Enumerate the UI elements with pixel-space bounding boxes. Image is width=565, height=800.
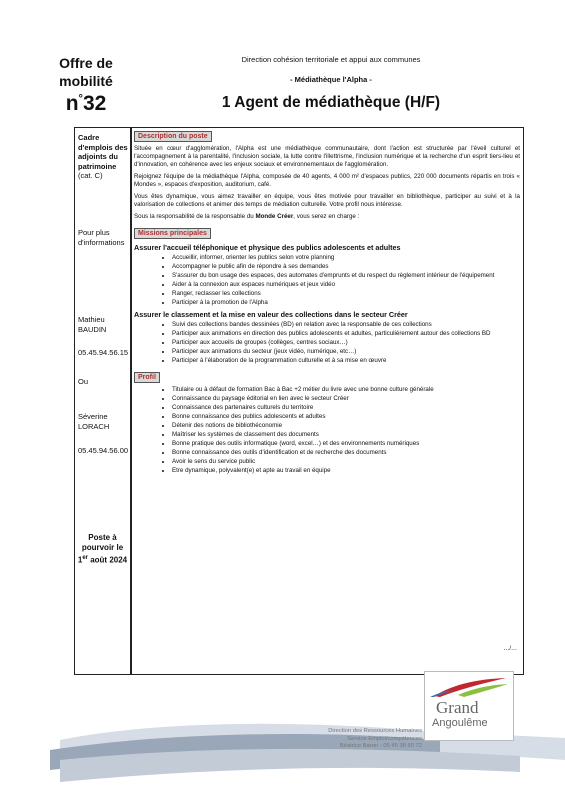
list-item: • Etre dynamique, polyvalent(e) et apte au travail en équipe	[172, 467, 520, 475]
contact1-phone: 05.45.94.56.15	[78, 348, 129, 357]
cadre-line3: adjoints du	[78, 152, 118, 161]
offer-title-line1: Offre de	[59, 55, 113, 71]
offer-number-prefix: n	[65, 92, 79, 115]
description-p4-post: , vous serez en charge :	[293, 213, 360, 220]
profil-list	[134, 386, 520, 475]
list-item: • Accompagner le public afin de répondre à ses demandes	[172, 263, 520, 271]
missions-list2	[134, 321, 520, 365]
post-day: 1	[77, 555, 83, 565]
list-item: • Suivi des collections bandes dessinées (BD) en relation avec la responsable de ces collections	[172, 321, 520, 329]
hr-line3: Béatrice Baron - 05 45 38 60 72	[339, 743, 422, 750]
cadre-line4: patrimoine	[78, 161, 117, 171]
offer-title-line2: mobilité	[59, 73, 113, 89]
list-item: • S'assurer du bon usage des espaces, des automates d'emprunts et du respect du règlement intérieur de l'équipement	[172, 272, 520, 280]
post-line1: Poste à	[88, 533, 117, 542]
logo-grand-text: Grand	[436, 698, 479, 717]
info-line2: d'informations	[78, 237, 125, 247]
list-item: • Participer aux animations du secteur (jeux vidéo, numérique, etc…)	[172, 348, 520, 356]
hr-line1: Direction des Ressources Humaines	[328, 728, 422, 734]
job-details	[134, 128, 520, 479]
logo-swoosh-icon	[428, 676, 510, 698]
or-label: Ou	[78, 377, 89, 386]
contact2-phone: 05.45.94.56.00	[78, 446, 129, 455]
missions-sub2: Assurer le classement et la mise en valeur des collections dans le secteur Créer	[134, 310, 408, 319]
missions-heading: Missions principales	[134, 228, 211, 239]
hr-contact	[282, 728, 422, 751]
list-item: • Participer à l'élaboration de la programmation culturelle et à sa mise en œuvre	[172, 357, 520, 365]
list-item: • Participer à la promotion de l'Alpha	[172, 299, 520, 307]
contact2-last: LORACH	[78, 421, 110, 431]
offer-number	[40, 92, 132, 116]
left-column-frame	[74, 127, 131, 675]
contact1-last: BAUDIN	[78, 324, 107, 334]
description-p1: Située en cœur d'agglomération, l'Alpha est une médiathèque communautaire, dont l'action est structurée par l'éveil culturel et l'accompagnement à la parentalité, l'inclusion sociale, la lutte contre l'illettrisme, l'inclusion numérique et la recherche d'un esprit tiers-lieu et d'innovation, en cohérence avec les enjeux sociaux et environnementaux de l'agglomération.	[134, 145, 520, 168]
cadre-emplois	[78, 133, 128, 181]
list-item: • Ranger, reclasser les collections	[172, 290, 520, 298]
info-label	[78, 228, 124, 247]
list-item: • Maîtriser les systèmes de classement des documents	[172, 431, 520, 439]
offer-title	[40, 54, 132, 90]
contact2-first: Séverine	[78, 412, 108, 421]
hr-line2: Service Emploi/compétences	[347, 735, 422, 742]
missions-sub1: Assurer l'accueil téléphonique et physique des publics adolescents et adultes	[134, 243, 401, 252]
contact1	[78, 315, 106, 334]
post-line3	[74, 553, 131, 566]
list-item: • Connaissance des partenaires culturels du territoire	[172, 404, 520, 412]
description-heading: Description du poste	[134, 131, 212, 142]
cadre-line5: (cat. C)	[78, 171, 103, 180]
cadre-line2: d'emplois des	[78, 142, 128, 152]
contact2	[78, 412, 109, 431]
offer-number-degree: °	[78, 93, 83, 105]
cadre-line1: Cadre	[78, 133, 100, 142]
info-line1: Pour plus	[78, 228, 110, 237]
list-item: • Avoir le sens du service public	[172, 458, 520, 466]
description-p2: Rejoignez l'équipe de la médiathèque l'Alpha, composée de 40 agents, 4 000 m² d'espaces publics, 220 000 documents répartis en trois « Mondes », espaces d'exposition, auditorium, café.	[134, 173, 520, 188]
list-item: • Bonne connaissance des publics adolescents et adultes	[172, 413, 520, 421]
description-p4-bold: Monde Créer	[255, 213, 294, 220]
offer-number-value: 32	[82, 92, 107, 115]
list-item: • Participer aux animations en direction des publics adolescents et adultes, particulièrement autour des collections BD	[172, 330, 520, 338]
profil-heading: Profil	[134, 372, 160, 383]
list-item: • Accueillir, informer, orienter les publics selon votre planning	[172, 254, 520, 262]
description-p4-pre: Sous la responsabilité de la responsable du	[134, 213, 256, 220]
logo-angouleme-text: Angoulême	[432, 717, 488, 729]
post-date-rest: août 2024	[87, 555, 128, 565]
direction-name: Direction cohésion territoriale et appui aux communes	[241, 55, 421, 64]
description-p4	[134, 213, 520, 221]
list-item: • Titulaire ou à défaut de formation Bac à Bac +2 métier du livre avec une bonne culture générale	[172, 386, 520, 394]
list-item: • Bonne pratique des outils informatique (word, excel…) et des environnements numériques	[172, 440, 520, 448]
missions-list1	[134, 254, 520, 307]
contact1-first: Mathieu	[78, 315, 105, 324]
list-item: • Bonne connaissance des outils d'identification et de recherche des documents	[172, 449, 520, 457]
venue-name: - Médiathèque l'Alpha -	[290, 75, 372, 84]
post-day-sup: er	[82, 555, 88, 561]
list-item: • Connaissance du paysage éditorial en lien avec le secteur Créer	[172, 395, 520, 403]
list-item: • Aider à la connexion aux espaces numériques et jeux vidéo	[172, 281, 520, 289]
job-title: 1 Agent de médiathèque (H/F)	[221, 94, 441, 111]
post-availability	[74, 533, 131, 566]
continued-marker: …/…	[503, 646, 517, 652]
list-item: • Participer aux accueils de groupes (collèges, centres sociaux…)	[172, 339, 520, 347]
description-p3: Vous êtes dynamique, vous aimez travailler en équipe, vous êtes motivée pour travailler en bibliothèque, participer au suivi et à la valorisation de collections et animer des temps de médiation culturelle. Votre profil nous intéresse.	[134, 193, 520, 208]
list-item: • Détenir des notions de bibliothéconomie	[172, 422, 520, 430]
post-line2: pourvoir le	[81, 543, 124, 552]
